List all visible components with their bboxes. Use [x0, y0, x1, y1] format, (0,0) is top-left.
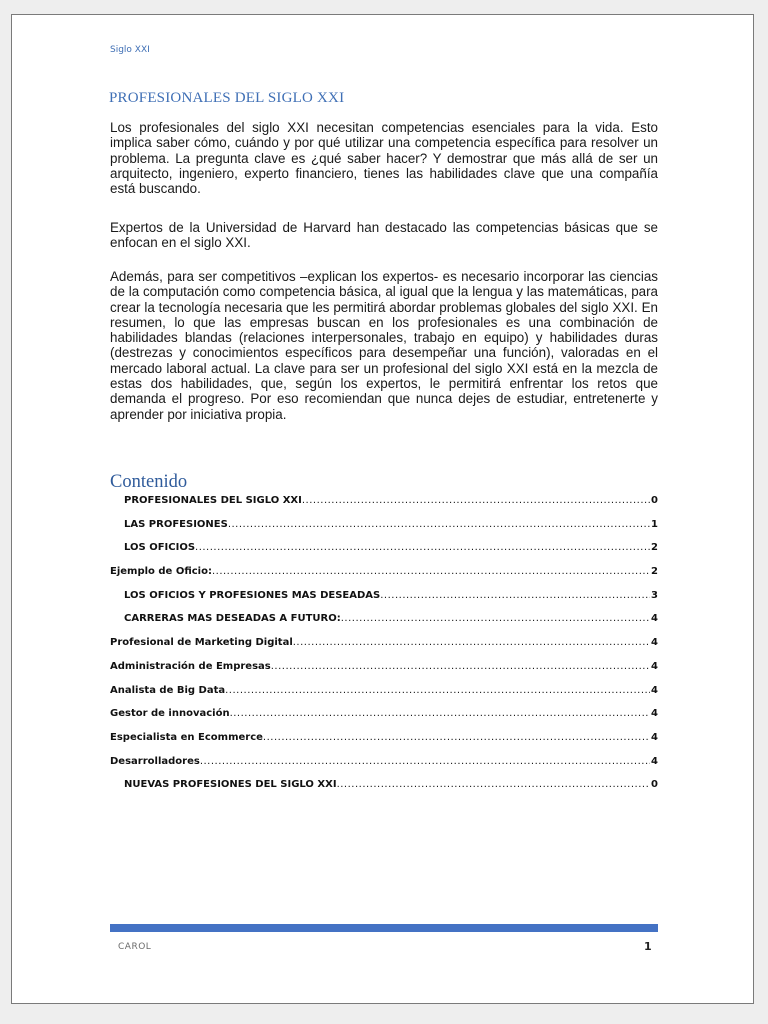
toc-entry-page: 4	[651, 708, 658, 720]
table-of-contents	[110, 495, 658, 803]
body-paragraph: Los profesionales del siglo XXI necesitan competencias esenciales para la vida. Esto implica saber cómo, cuándo y por qué utilizar una competencia específica para resolver un problema. La pregunta clave es ¿qué saber hacer? Y demostrar que más allá de ser un arquitecto, ingeniero, experto financiero, tienes las habilidades clave que una compañía está buscando.	[110, 120, 658, 197]
toc-entry-page: 4	[651, 637, 658, 649]
toc-leader-dots	[230, 708, 650, 719]
toc-entry-label[interactable]: Especialista en Ecommerce	[110, 731, 263, 743]
toc-entry-label[interactable]: CARRERAS MÁS DESEADAS A FUTURO:	[124, 613, 341, 625]
toc-entry-page: 0	[651, 779, 658, 791]
document-page	[11, 14, 754, 1004]
toc-leader-dots	[212, 566, 650, 577]
toc-entry[interactable]	[110, 685, 658, 709]
toc-entry-page: 4	[651, 731, 658, 743]
toc-entry-label[interactable]: NUEVAS PROFESIONES DEL SIGLO XXI	[124, 779, 337, 791]
toc-entry-page: 3	[651, 589, 658, 601]
toc-entry[interactable]	[110, 590, 658, 614]
body-paragraph: Además, para ser competitivos –explican los expertos- es necesario incorporar las ciencias de la computación como competencia básica, al igual que la lengua y las matemáticas, para crear la tecnología necesaria que les permitirá abordar problemas globales del siglo XXI. En resumen, lo que las empresas buscan en los profesionales es una combinación de habilidades blandas (relaciones interpersonales, trabajo en equipo) y habilidades duras (destrezas y conocimientos específicos para desempeñar una función), valoradas en el mercado laboral actual. La clave para ser un profesional del siglo XXI está en la mezcla de estas dos habilidades, que, según los expertos, le permitirá enfrentar los retos que demanda el progreso. Por eso recomiendan que nunca dejes de estudiar, entretenerte y aprender por iniciativa propia.	[110, 269, 658, 422]
toc-entry-page: 4	[651, 613, 658, 625]
body-paragraph: Expertos de la Universidad de Harvard han destacado las competencias básicas que se enfocan en el siglo XXI.	[110, 220, 658, 251]
toc-entry[interactable]	[110, 756, 658, 780]
toc-entry-label[interactable]: Gestor de innovación	[110, 708, 230, 720]
toc-entry-page: 4	[651, 660, 658, 672]
toc-entry[interactable]	[110, 566, 658, 590]
toc-entry-page: 4	[651, 684, 658, 696]
toc-entry[interactable]	[110, 708, 658, 732]
toc-entry[interactable]	[110, 495, 658, 519]
toc-leader-dots	[293, 637, 650, 648]
document-title: PROFESIONALES DEL SIGLO XXI	[109, 90, 345, 106]
toc-entry-label[interactable]: Analista de Big Data	[110, 684, 226, 696]
toc-leader-dots	[341, 613, 650, 624]
toc-entry-label[interactable]: Desarrolladores	[110, 755, 200, 767]
toc-entry-label[interactable]: Administración de Empresas	[110, 660, 271, 672]
toc-entry[interactable]	[110, 542, 658, 566]
toc-leader-dots	[380, 590, 650, 601]
toc-entry[interactable]	[110, 637, 658, 661]
toc-entry-page: 1	[651, 518, 658, 530]
toc-entry[interactable]	[110, 613, 658, 637]
toc-leader-dots	[195, 542, 650, 553]
toc-entry-label[interactable]: PROFESIONALES DEL SIGLO XXI	[124, 495, 302, 506]
toc-leader-dots	[337, 779, 650, 790]
toc-entry-page: 4	[651, 755, 658, 767]
toc-heading: Contenido	[110, 472, 188, 492]
footer-author: CAROL	[118, 942, 152, 952]
footer-divider-bar	[110, 924, 658, 932]
toc-entry[interactable]	[110, 661, 658, 685]
toc-entry-page: 2	[651, 542, 658, 554]
toc-entry[interactable]	[110, 779, 658, 803]
running-header: Siglo XXI	[110, 45, 150, 55]
toc-entry-page: 2	[651, 566, 658, 578]
toc-leader-dots	[271, 661, 650, 672]
toc-entry-label[interactable]: LOS OFICIOS	[124, 542, 196, 554]
toc-entry-label[interactable]: LAS PROFESIONES	[124, 518, 228, 530]
toc-entry[interactable]	[110, 732, 658, 756]
toc-entry-page: 0	[651, 495, 658, 506]
toc-entry-label[interactable]: Profesional de Marketing Digital	[110, 637, 293, 649]
toc-leader-dots	[200, 756, 650, 767]
toc-entry-label[interactable]: Ejemplo de Oficio:	[110, 566, 212, 578]
toc-leader-dots	[225, 685, 650, 696]
toc-entry-label[interactable]: LOS OFICIOS Y PROFESIONES MÁS DESEADAS	[124, 589, 381, 601]
page-number: 1	[644, 940, 652, 953]
toc-leader-dots	[263, 732, 650, 743]
toc-leader-dots	[228, 519, 650, 530]
toc-leader-dots	[302, 495, 650, 506]
toc-entry[interactable]	[110, 519, 658, 543]
